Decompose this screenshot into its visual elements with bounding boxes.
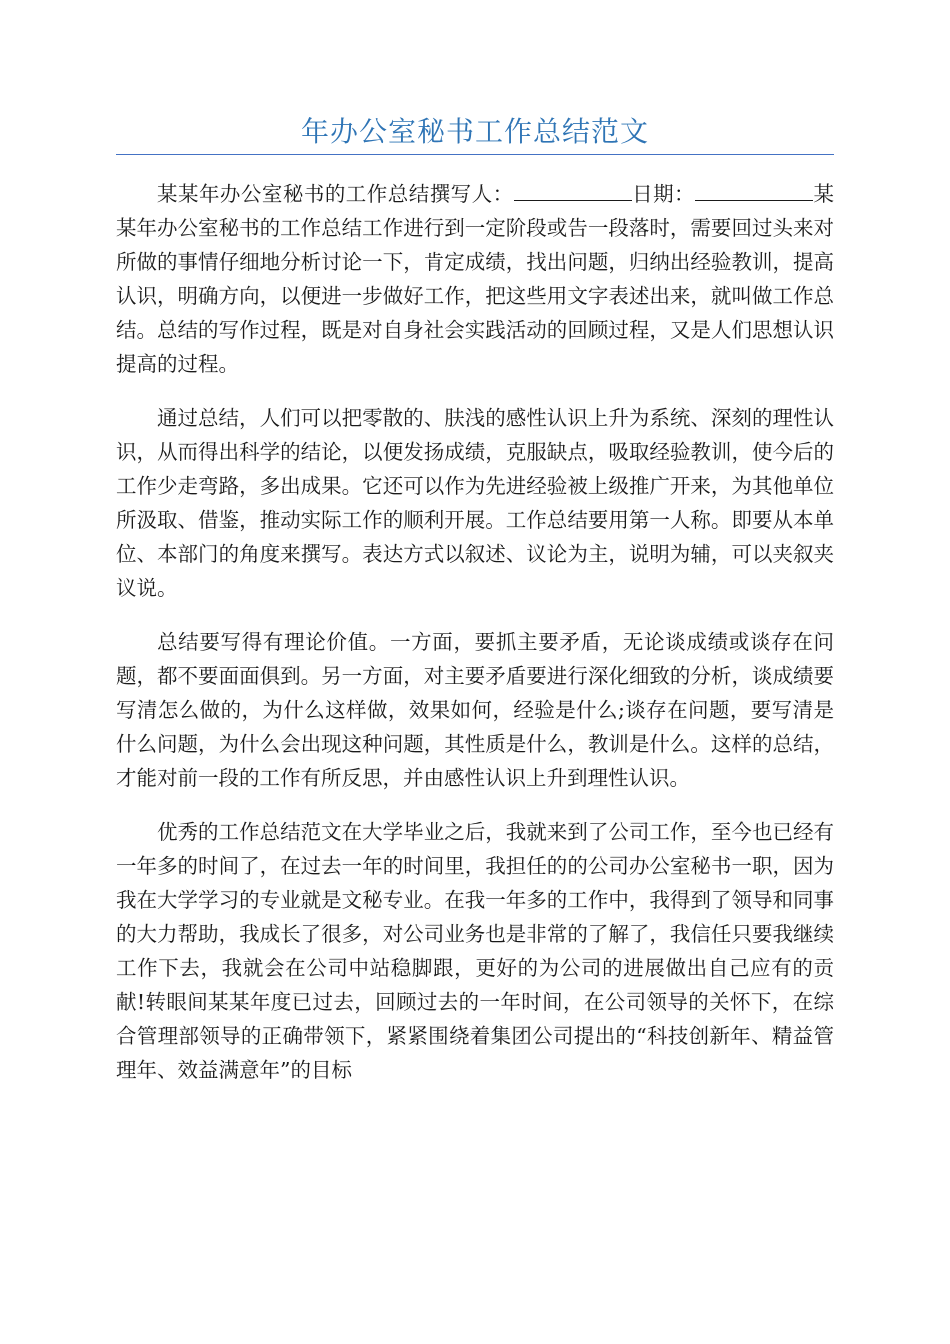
document-body — [116, 177, 834, 1107]
paragraph-4: 优秀的工作总结范文在大学毕业之后，我就来到了公司工作，至今也已经有一年多的时间了，在过去一年的时间里，我担任的的公司办公室秘书一职，因为我在大学学习的专业就是文秘专业。在我一年多的工作中，我得到了领导和同事的大力帮助，我成长了很多，对公司业务也是非常的了解了，我信任只要我继续工作下去，我就会在公司中站稳脚跟，更好的为公司的进展做出自己应有的贡献!转眼间某某年度已过去，回顾过去的一年时间，在公司领导的关怀下，在综合管理部领导的正确带领下，紧紧围绕着集团公司提出的“科技创新年、精益管理年、效益满意年”的目标 — [116, 820, 834, 1082]
title-underline — [116, 154, 834, 155]
author-blank — [514, 178, 632, 201]
date-label: 日期： — [631, 182, 696, 206]
paragraph-1-text: 某某年办公室秘书的工作总结工作进行到一定阶段或告一段落时，需要回过头来对所做的事情仔细地分析讨论一下，肯定成绩，找出问题，归纳出经验教训，提高认识，明确方向，以便进一步做好工作，把这些用文字表述出来，就叫做工作总结。总结的写作过程，既是对自身社会实践活动的回顾过程，又是人们思想认识提高的过程。 — [116, 182, 835, 376]
paragraph-1 — [116, 177, 834, 381]
document-title: 年办公室秘书工作总结范文 — [300, 115, 649, 148]
paragraph-2: 通过总结，人们可以把零散的、肤浅的感性认识上升为系统、深刻的理性认识，从而得出科学的结论，以便发扬成绩，克服缺点，吸取经验教训，使今后的工作少走弯路，多出成果。它还可以作为先进经验被上级推广开来，为其他单位所汲取、借鉴，推动实际工作的顺利开展。工作总结要用第一人称。即要从本单位、本部门的角度来撰写。表达方式以叙述、议论为主，说明为辅，可以夹叙夹议说。 — [116, 406, 834, 600]
author-label: 某某年办公室秘书的工作总结撰写人： — [157, 182, 514, 206]
paragraph-3: 总结要写得有理论价值。一方面，要抓主要矛盾，无论谈成绩或谈存在问题，都不要面面俱到。另一方面，对主要矛盾要进行深化细致的分析，谈成绩要写清怎么做的，为什么这样做，效果如何，经验是什么;谈存在问题，要写清是什么问题，为什么会出现这种问题，其性质是什么，教训是什么。这样的总结，才能对前一段的工作有所反思，并由感性认识上升到理性认识。 — [116, 630, 834, 790]
date-blank — [695, 178, 813, 201]
